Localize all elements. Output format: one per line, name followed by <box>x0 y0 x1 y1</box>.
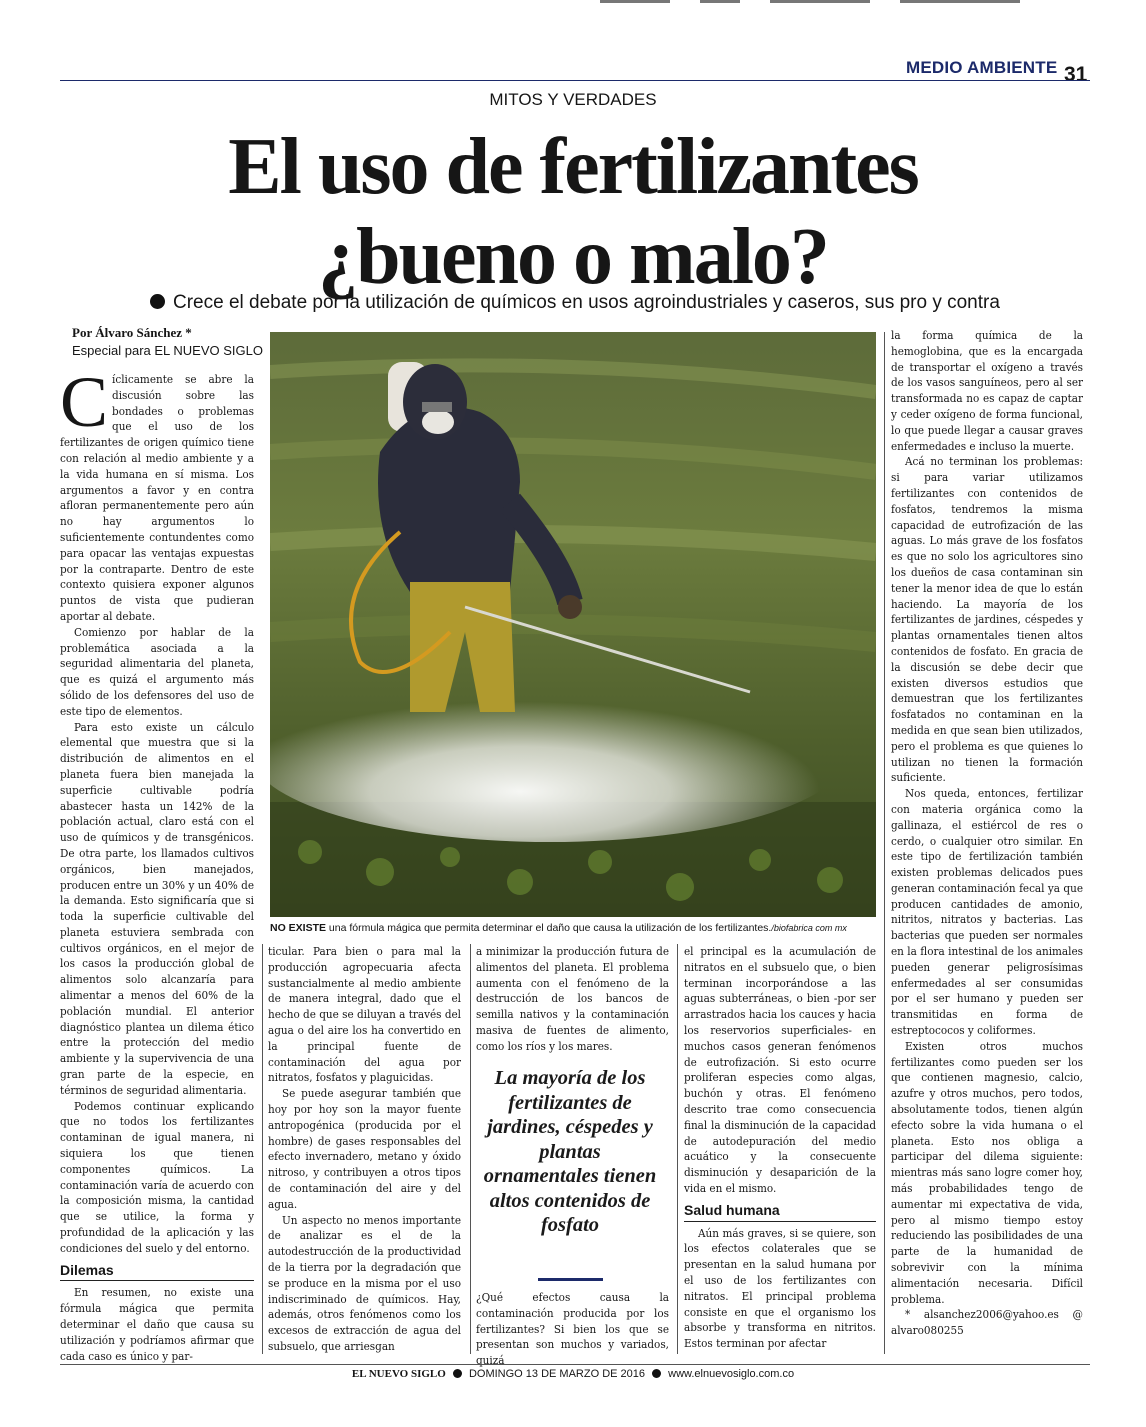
footer-brand: EL NUEVO SIGLO <box>351 1368 446 1380</box>
dot-icon <box>652 1369 661 1378</box>
headline <box>0 122 1146 302</box>
paragraph <box>60 362 254 625</box>
article-column-3-top <box>476 944 669 1055</box>
author-email: * alsanchez2006@yahoo.es @ alvaro080255 <box>891 1307 1083 1338</box>
column-divider <box>470 944 471 1354</box>
article-photo <box>270 332 876 917</box>
subhead <box>150 292 1050 314</box>
byline-author: Por Álvaro Sánchez * <box>72 325 192 340</box>
subheading-salud-humana: Salud humana <box>684 1203 876 1222</box>
pull-quote-rule <box>538 1278 603 1281</box>
footer-url: www.elnuevosiglo.com.co <box>668 1368 795 1380</box>
paragraph: Comienzo por hablar de la problemática asociada a la seguridad alimentaria del planeta, que es quizá el argumento más sólido de los defensores del uso de este tipo de elementos. <box>60 624 254 718</box>
section-label: MEDIO AMBIENTE <box>906 58 1058 77</box>
paragraph: Para esto existe un cálculo elemental que muestra que si la distribución de alimentos en el planeta fuera bien manejada la superficie cultivable podría abastecer hasta un 142% de la población actual, claro está con el uso de químicos y de transgénicos. De otra parte, los llamados cultivos orgánicos, bien manejados, producen entre un 30% y un 40% de la demanda. Esto significaría que si toda la superficie cultivable del planeta estuviera sembrada con cultivos orgánicos, en el mejor de los casos la producción global de alimentos solo alcanzaría para alimentar a menos del 60% de la población mundial. El anterior diagnóstico plantea un dilema ético entre la protección del medio ambiente y la supervivencia de una gran parte de la especie, en términos de seguridad alimentaria. <box>60 719 254 1097</box>
bullet-icon <box>150 294 165 309</box>
paragraph: a minimizar la producción futura de alimentos del planeta. El problema aumenta con el fenómeno de la destrucción de los bancos de semilla nativos y la contaminación masiva de fuentes de alimento, como los ríos y los mares. <box>476 944 669 1053</box>
farmer-spraying-photo <box>270 332 876 917</box>
headline-line-2: ¿bueno o malo? <box>318 213 828 301</box>
article-column-3-bottom <box>476 1290 669 1369</box>
paragraph: Nos queda, entonces, fertilizar con materia orgánica como la gallinaza, el estiércol de res o cerdo, o cualquier otro similar. En este tipo de fertilización también existen problemas delicados pues generan contaminación fecal ya que producen cantidades de amonio, nitritos, nitratos y bacterias. Las bacterias que pueden ser normales en la flora intestinal de los animales pueden generar peligrosísimas enfermedades al ser consumidas por el ser humano y pueden ser transmitidas en forma de estreptococos y coliformes. <box>891 786 1083 1038</box>
pull-quote: La mayoría de los fertilizantes de jardines, céspedes y plantas ornamentales tienen altos contenidos de fosfato <box>483 1067 657 1236</box>
subhead-text: Crece el debate por la utilización de químicos en usos agroindustriales y caseros, sus pro y contra <box>173 292 1000 313</box>
paragraph: Acá no terminan los problemas: si para variar utilizamos fertilizantes con contenidos de fosfatos, tendremos la misma capacidad de eutrofización de las aguas. Lo más grave de los fosfatos es que no solo los agricultores sino los dueños de casa contaminan sin tener la menor idea de que lo están haciendo. La mayoría de los fertilizantes de jardines, céspedes y plantas ornamentales tienen altos contenidos de fosfato. En gracia de la discusión se debe decir que existen diversos estudios que demuestran que los fertilizantes fosfatados no contaminan en la medida en que sean bien utilizados, pero el problema es que quienes lo utilizan no tienen la formación suficiente. <box>891 454 1083 785</box>
paragraph: Podemos continuar explicando que no todos los fertilizantes contaminan de igual manera, ni siquiera los que tienen componentes químicos. La contaminación varía de acuerdo con la composición misma, la cantidad que se utilice, la forma y profundidad de la aplicación y las condiciones del suelo y del entorno. <box>60 1098 254 1255</box>
paragraph-text: íclicamente se abre la discusión sobre las bondades o problemas que el uso de los fertilizantes de origen químico tiene con relación al medio ambiente y a la vida humana en sí misma. Los argumentos a favor y en contra afloran permanentemente pero aún no hay argumentos lo suficientemente contundentes como para opacar las ventajas expuestas por la contraparte. Dentro de este contexto quisiera exponer algunos puntos de vista que pudieran aportar al debate. <box>60 372 254 623</box>
paragraph: En resumen, no existe una fórmula mágica que permita determinar el daño que causa su utilización y podríamos afirmar que cada caso es único y par- <box>60 1285 254 1363</box>
page-number: 31 <box>1064 63 1088 86</box>
article-column-1 <box>60 362 254 1364</box>
column-divider <box>262 944 263 1354</box>
paragraph: ticular. Para bien o para mal la producción agropecuaria afecta sustancialmente al medio ambiente de manera integral, dado que el hecho de que se diluyan a través del agua o del aire los ha convertido en la principal fuente de contaminación del agua por nitratos, fosfatos y plaguicidas. <box>268 944 461 1085</box>
photo-credit: /biofabrica com mx <box>771 923 847 933</box>
paragraph: Se puede asegurar también que hoy por hoy son la mayor fuente antropogénica (producida por el hombre) de gases responsables del efecto invernadero, metano y óxido nitroso, y contribuyen a otros tipos de contaminación del aire y del agua. <box>268 1086 461 1211</box>
footer-date: DOMINGO 13 DE MARZO DE 2016 <box>468 1368 645 1380</box>
paragraph: Existen otros muchos fertilizantes como pueden ser los que contienen magnesio, calcio, azufre y otros muchos, pero todos, absolutamente todos, tienen algún efecto sobre la vida humana o el planeta. Esto nos obliga a participar del dilema siguiente: mientras más sano logre comer hoy, más probabilidades tengo de aumentar mi expectativa de vida, pero al mismo tiempo estoy reduciendo las posibilidades de una parte de la humanidad de sobrevivir con la mínima alimentación necesaria. Difícil problema. <box>891 1038 1083 1306</box>
caption-lead: NO EXISTE <box>270 922 327 934</box>
article-column-4 <box>684 944 876 1352</box>
article-column-2 <box>268 944 461 1355</box>
footer <box>0 1368 1146 1380</box>
article-column-5 <box>891 328 1083 1339</box>
scan-mark <box>600 0 670 3</box>
scan-mark <box>900 0 1020 3</box>
paragraph: ¿Qué efectos causa la contaminación producida por los fertilizantes? Si bien los que se presentan son muchos y variados, quizá <box>476 1290 669 1368</box>
headline-line-1: El uso de fertilizantes <box>228 123 918 211</box>
column-divider <box>677 944 678 1354</box>
byline-role: Especial para EL NUEVO SIGLO <box>72 343 263 358</box>
caption-text: una fórmula mágica que permita determinar el daño que causa la utilización de los fertilizantes. <box>326 922 772 934</box>
photo-caption <box>270 922 876 934</box>
scan-mark <box>770 0 870 3</box>
dot-icon <box>453 1369 462 1378</box>
scan-mark <box>700 0 740 3</box>
header-rule <box>60 80 1090 81</box>
paragraph: Aún más graves, si se quiere, son los efectos colaterales que se presentan en la salud humana por el uso de los fertilizantes con nitratos. El principal problema consiste en que el organismo los absorbe y transforma en nitritos. Estos terminan por afectar <box>684 1225 876 1351</box>
subheading-dilemas: Dilemas <box>60 1263 254 1282</box>
paragraph: la forma química de la hemoglobina, que es la encargada de transportar el oxígeno a través de los vasos sanguíneos, pero al ser transformada no es capaz de captar y ceder oxígeno de forma funcional, lo que puede llegar a causar graves enfermedades e incluso la muerte. <box>891 328 1083 453</box>
drop-cap: C <box>60 362 109 442</box>
kicker: MITOS Y VERDADES <box>489 90 657 109</box>
paragraph: el principal es la acumulación de nitratos en el subsuelo que, o bien terminan incorporándose a las aguas subterráneas, o bien -por ser arrastrados hacia los cauces y hacia los reservorios superficiales- en muchos casos generan fenómenos de eutrofización. Si esto ocurre proliferan especies como algas, buchón y otras. El fenómeno descrito trae como consecuencia final la disminución de la capacidad de autodepuración del medio acuático y la consecuente disminución y desaparición de la vida en el mismo. <box>684 944 876 1195</box>
footer-rule <box>60 1364 1090 1365</box>
column-divider <box>884 332 885 1354</box>
paragraph: Un aspecto no menos importante de analizar es el de la autodestrucción de la productividad de la tierra por la degradación que se produce en la misma por el uso indiscriminado de químicos. Hay, además, otros fenómenos como los excesos de extracción de agua del subsuelo, que arriesgan <box>268 1212 461 1353</box>
